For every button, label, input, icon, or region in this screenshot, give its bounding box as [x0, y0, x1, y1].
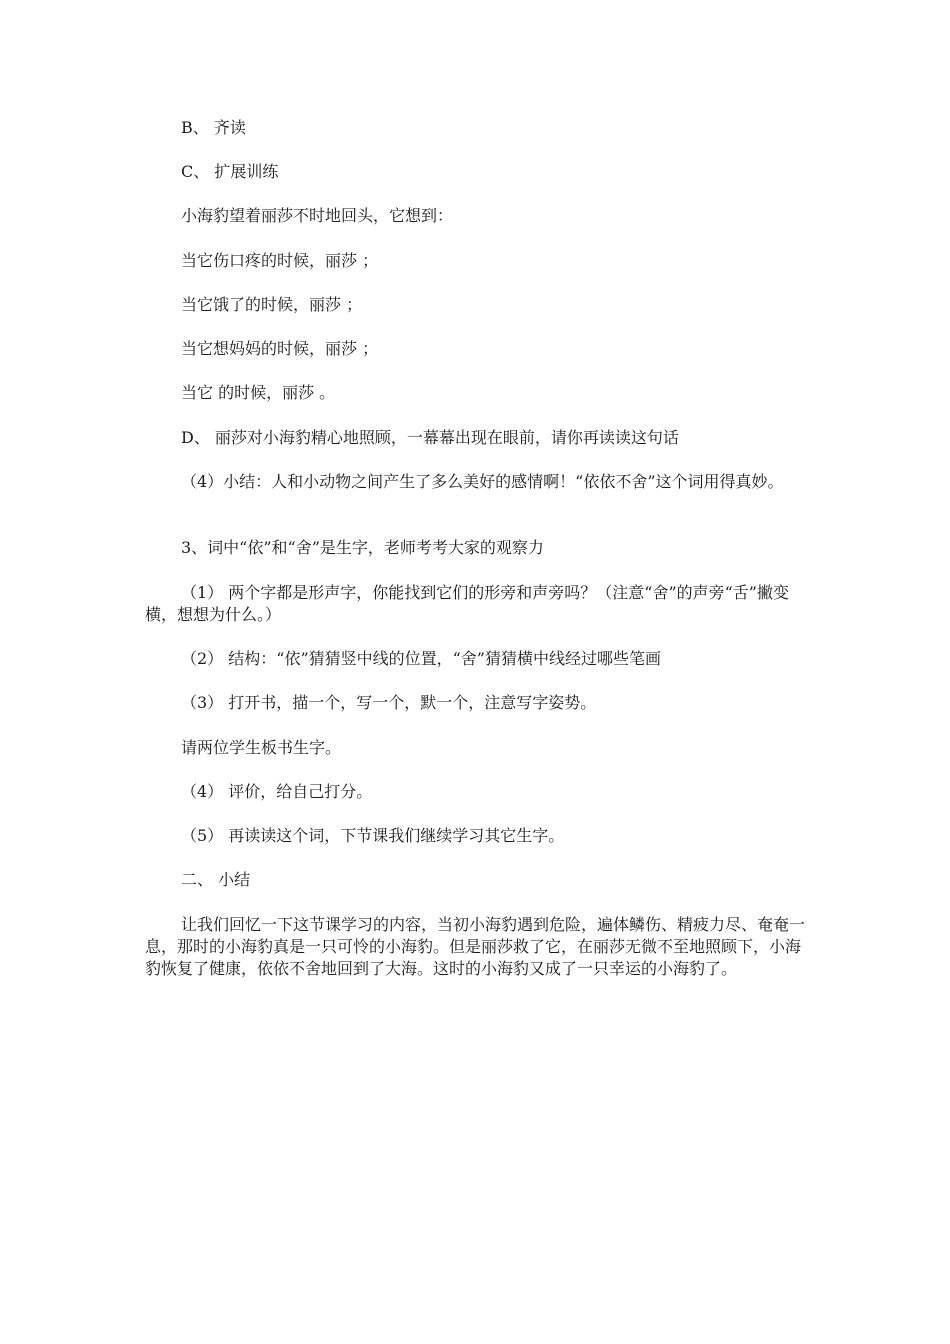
line-haibao-wang: 小海豹望着丽莎不时地回头，它想到： — [181, 206, 454, 225]
line-xiang-mama: 当它想妈妈的时候，丽莎 ； — [181, 339, 379, 358]
paragraph-item-1: （1） 两个字都是形声字，你能找到它们的形旁和声旁吗？（注意“舍”的声旁“舌”撇变横，想想为什么。） — [145, 583, 789, 624]
line-ci-zhong: 3、词中“依”和“舍”是生字，老师考考大家的观察力 — [181, 538, 544, 557]
line-d-zhaogu: D、 丽莎对小海豹精心地照顾，一幕幕出现在眼前，请你再读读这句话 — [181, 428, 679, 447]
line-item-5: （5） 再读读这个词，下节课我们继续学习其它生字。 — [181, 826, 565, 845]
line-e-le: 当它饿了的时候，丽莎 ； — [181, 295, 363, 314]
line-dang-ta: 当它 的时候，丽莎 。 — [181, 383, 336, 402]
line-item-3: （3） 打开书，描一个，写一个，默一个，注意写字姿势。 — [181, 693, 597, 712]
line-er-xiaojie: 二、 小结 — [181, 870, 251, 889]
line-c-kuozhan: C、 扩展训练 — [181, 162, 279, 181]
line-item-2: （2） 结构：“依”猜猜竖中线的位置，“舍”猜猜横中线经过哪些笔画 — [181, 649, 661, 668]
line-shangkou: 当它伤口疼的时候，丽莎 ； — [181, 251, 379, 270]
paragraph-xiaojie-4: （4）小结：人和小动物之间产生了多么美好的感情啊！“依依不舍”这个词用得真妙。 — [181, 472, 784, 491]
line-banshu: 请两位学生板书生字。 — [181, 738, 342, 757]
line-b-qidu: B、 齐读 — [181, 118, 246, 137]
paragraph-summary: 让我们回忆一下这节课学习的内容，当初小海豹遇到危险，遍体鳞伤、精疲力尽、奄奄一息，那时的小海豹真是一只可怜的小海豹。但是丽莎救了它，在丽莎无微不至地照顾下，小海豹恢复了健康，依依不舍地回到了大海。这时的小海豹又成了一只幸运的小海豹了。 — [145, 915, 806, 978]
line-item-4: （4） 评价，给自己打分。 — [181, 782, 373, 801]
